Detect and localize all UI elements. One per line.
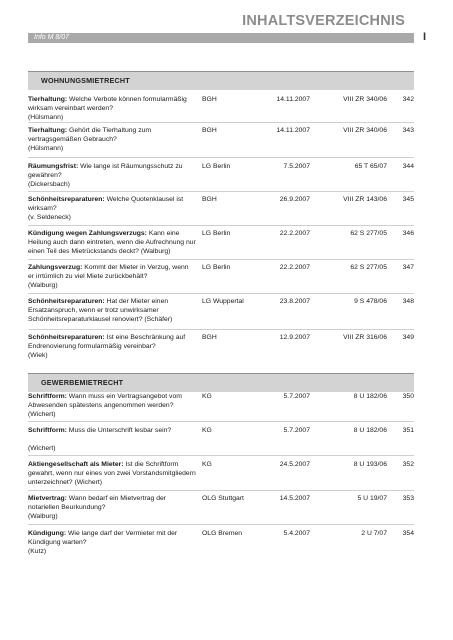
entry-topic: Schönheitsreparaturen:: [28, 196, 105, 203]
section-heading-label: GEWERBEMIETRECHT: [41, 378, 124, 387]
entry-court: KG: [202, 427, 212, 434]
entry-court: OLG Stuttgart: [202, 495, 244, 502]
entry-date: 14.5.2007: [279, 495, 310, 502]
entry-question: Gehört die Tierhaltung zum vertragsgemäßen Gebrauch?: [28, 127, 152, 144]
divider: [28, 259, 414, 260]
entry-question: Kann eine Heilung auch dann eintreten, wenn die Aufrechnung nur einen Teil des Mietrückstands deckt?: [28, 230, 196, 256]
entry-page: 343: [402, 127, 414, 134]
entry-topic: Kündigung:: [28, 530, 67, 537]
entry-topic: Schriftform:: [28, 427, 67, 434]
entry-topic: Tierhaltung:: [28, 96, 68, 103]
entry-topic: Schönheitsreparaturen:: [28, 334, 105, 341]
entry-topic: Kündigung wegen Zahlungsverzugs:: [28, 230, 147, 237]
entry-court: OLG Bremen: [202, 530, 243, 537]
entry-question: Welche Verbote können formularmäßig wirksam vereinbart werden?: [28, 96, 187, 113]
entry-court: BGH: [202, 127, 217, 134]
entry-topic: Tierhaltung:: [28, 127, 68, 134]
entry-court: LG Berlin: [202, 163, 231, 170]
entry-page: 348: [402, 298, 414, 305]
entry-page: 344: [402, 163, 414, 170]
entry-page: 350: [402, 393, 414, 400]
entry-case-number: VIII ZR 143/06: [343, 196, 387, 203]
entry-date: 22.2.2007: [279, 230, 310, 237]
entry-topic: Mietvertrag:: [28, 495, 67, 502]
entry-question: Muss die Unterschrift lesbar sein?: [68, 427, 172, 434]
entry-author: (Walburg): [28, 282, 58, 290]
entry-author: (Dickersbach): [28, 181, 70, 189]
divider: [28, 157, 414, 158]
entry-date: 14.11.2007: [276, 127, 310, 134]
entry-page: 346: [402, 230, 414, 237]
entry-topic: Aktiengesellschaft als Mieter:: [28, 461, 124, 468]
entry-page: 354: [402, 530, 414, 537]
entry-question: Ist eine Beschränkung auf Endrenovierung formularmäßig vereinbar?: [28, 334, 186, 351]
entry-case-number: VIII ZR 340/06: [343, 127, 387, 134]
issue-label: Info M 8/07: [34, 34, 70, 41]
entry-author: (Hülsmann): [28, 114, 64, 122]
entry-author: (Schäfer): [144, 316, 173, 324]
entry-case-number: 5 U 19/07: [357, 495, 387, 502]
entry-case-number: 8 U 182/06: [353, 393, 387, 400]
entry-date: 26.9.2007: [279, 196, 310, 203]
entry-author: (Walburg): [140, 248, 171, 256]
entry-question: Wann muss ein Vertragsangebot vom Abwesenden spätestens angenommen werden?: [28, 393, 182, 410]
divider: [28, 225, 414, 226]
entry-author: (v. Seldeneck): [28, 214, 71, 222]
entry-court: LG Berlin: [202, 230, 231, 237]
entry-topic: Zahlungsverzug:: [28, 264, 83, 271]
entry-page: 349: [402, 334, 414, 341]
entry-case-number: VIII ZR 340/06: [343, 96, 387, 103]
divider: [28, 490, 414, 491]
divider: [28, 293, 414, 294]
entry-author: (Wichert): [28, 445, 56, 453]
entry-case-number: VIII ZR 316/06: [343, 334, 387, 341]
entry-author: (Kutz): [28, 548, 47, 556]
entry-date: 22.2.2007: [279, 264, 310, 271]
entry-court: LG Wuppertal: [202, 298, 244, 305]
entry-author: (Walburg): [28, 513, 58, 521]
entry-question: Wann bedarf ein Mietvertrag der notariellen Beurkundung?: [28, 495, 167, 512]
entry-question: Wie lange ist Räumungsschutz zu gewähren?: [28, 163, 183, 180]
entry-date: 23.8.2007: [279, 298, 310, 305]
entry-date: 24.5.2007: [279, 461, 310, 468]
page-title: INHALTSVERZEICHNIS: [242, 13, 405, 29]
entry-date: 14.11.2007: [276, 96, 310, 103]
entry-case-number: 65 T 65/07: [354, 163, 387, 170]
entry-question: Ist die Schriftform gewahrt, wenn nur eines von zwei Vorstandsmitgliedern unterzeichnet?: [28, 461, 196, 487]
issue-bar: [28, 33, 414, 43]
entry-author: (Hülsmann): [28, 145, 64, 153]
entry-court: BGH: [202, 196, 217, 203]
entry-court: BGH: [202, 334, 217, 341]
entry-case-number: 2 U 7/07: [361, 530, 387, 537]
section-heading-gewerbemietrecht: [28, 373, 414, 392]
entry-author: (Wichert): [74, 479, 103, 487]
entry-date: 5.7.2007: [283, 393, 310, 400]
divider: [28, 524, 414, 525]
entry-question: Wie lange darf der Vermieter mit der Kündigung warten?: [28, 530, 178, 547]
entry-court: KG: [202, 461, 212, 468]
entry-topic: Räumungsfrist:: [28, 163, 79, 170]
entry-page: 352: [402, 461, 414, 468]
entry-page: 351: [402, 427, 414, 434]
entry-date: 5.4.2007: [283, 530, 310, 537]
entry-page: 353: [402, 495, 414, 502]
entry-question: Welche Quotenklausel ist wirksam?: [28, 196, 184, 213]
entry-date: 7.5.2007: [283, 163, 310, 170]
entry-case-number: 62 S 277/05: [350, 230, 387, 237]
section-heading-label: WOHNUNGSMIETRECHT: [41, 76, 130, 85]
entry-topic: Schönheitsreparaturen:: [28, 298, 105, 305]
entry-question: Kommt der Mieter in Verzug, wenn er irrtümlich zu viel Miete zurückbehält?: [28, 264, 189, 281]
entry-page: 342: [402, 96, 414, 103]
entry-case-number: 9 S 478/06: [354, 298, 387, 305]
entry-date: 12.9.2007: [279, 334, 310, 341]
entry-page: 345: [402, 196, 414, 203]
page-number: I: [423, 31, 427, 43]
entry-court: BGH: [202, 96, 217, 103]
entry-page: 347: [402, 264, 414, 271]
entry-case-number: 8 U 182/06: [353, 427, 387, 434]
entry-case-number: 8 U 193/06: [353, 461, 387, 468]
section-heading-wohnungsmietrecht: [28, 71, 414, 90]
entry-author: (Wiek): [28, 352, 48, 360]
divider: [28, 421, 414, 422]
entry-date: 5.7.2007: [283, 427, 310, 434]
entry-topic: Schriftform:: [28, 393, 67, 400]
entry-author: (Wichert): [28, 411, 56, 419]
entry-question: Hat der Mieter einen Ersatzanspruch, wenn er trotz unwirksamer Schönheitsreparaturklausel renoviert?: [28, 298, 169, 324]
divider: [28, 191, 414, 192]
divider: [28, 122, 414, 123]
entry-case-number: 62 S 277/05: [350, 264, 387, 271]
divider: [28, 329, 414, 330]
entry-court: KG: [202, 393, 212, 400]
entry-court: LG Berlin: [202, 264, 231, 271]
divider: [28, 455, 414, 456]
